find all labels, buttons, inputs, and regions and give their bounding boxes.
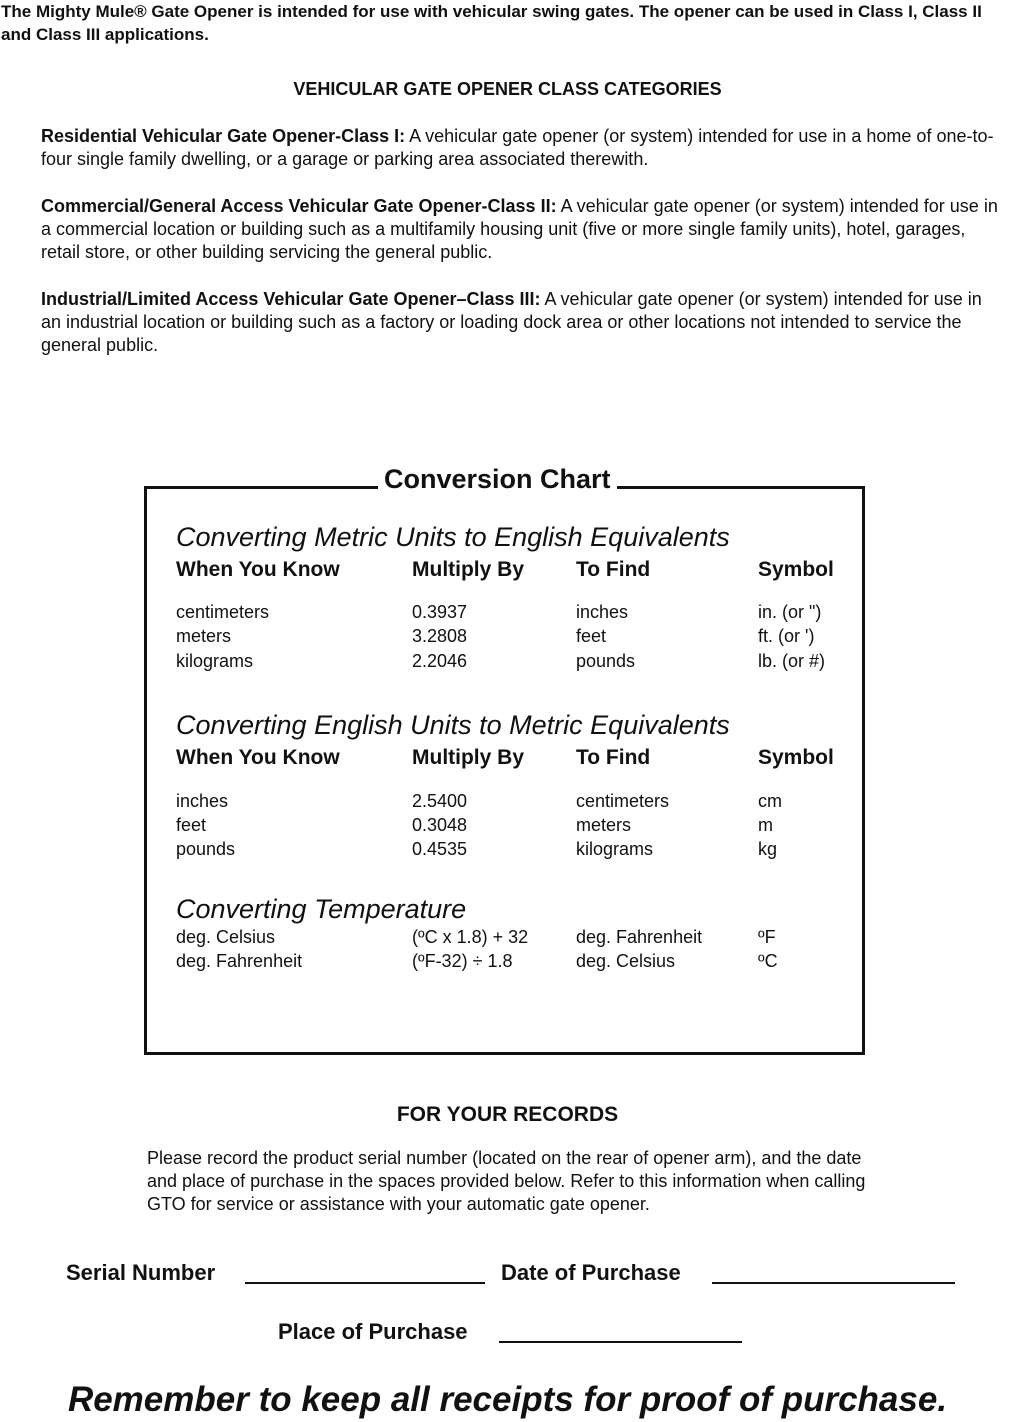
records-instructions: Please record the product serial number (located on the rear of opener arm), and the date and place of purchase in the spaces provided below. Refer to this information when calling GTO for service or assistance with your automatic gate opener. [147, 1148, 866, 1214]
header-symbol: Symbol [758, 558, 834, 581]
english-to-metric-heading: Converting English Units to Metric Equivalents [176, 710, 730, 740]
class-3-definition: A vehicular gate opener (or system) intended for use in an industrial location or building such as a factory or loading dock area or other locations not intended to service the general public. [41, 289, 982, 355]
table-cell: kg [758, 839, 778, 859]
class-2-definition: A vehicular gate opener (or system) intended for use in a commercial location or building such as a multifamily housing unit (five or more single family units), hotel, garages, retail store, or other building servicing the general public. [41, 196, 998, 262]
table-cell: ft. (or ') [758, 626, 815, 646]
table-cell: (ºF-32) ÷ 1.8 [412, 951, 513, 971]
table-cell: lb. (or #) [758, 651, 826, 671]
class-3-term: Industrial/Limited Access Vehicular Gate Opener–Class III: [41, 289, 541, 309]
table-cell: ºF [758, 927, 776, 947]
table-cell: deg. Celsius [176, 927, 276, 947]
header-to-find: To Find [576, 558, 651, 581]
table-cell: kilograms [576, 839, 654, 859]
table-cell: centimeters [176, 602, 270, 622]
header-multiply-by: Multiply By [412, 746, 525, 769]
table-cell: inches [576, 602, 629, 622]
table-cell: 0.4535 [412, 839, 468, 859]
table-cell: feet [176, 815, 207, 835]
class-1-paragraph [41, 125, 1001, 171]
table-cell: 0.3937 [412, 602, 468, 622]
records-title: FOR YOUR RECORDS [396, 1103, 619, 1126]
table-cell: deg. Celsius [576, 951, 676, 971]
table-cell: pounds [176, 839, 236, 859]
table-cell: kilograms [176, 651, 254, 671]
table-cell: cm [758, 791, 782, 811]
header-symbol: Symbol [758, 746, 834, 769]
table-cell: inches [176, 791, 229, 811]
metric-to-english-heading: Converting Metric Units to English Equivalents [176, 522, 730, 552]
table-cell: centimeters [576, 791, 670, 811]
table-cell: deg. Fahrenheit [176, 951, 303, 971]
table-cell: 0.3048 [412, 815, 468, 835]
serial-number-label: Serial Number [66, 1260, 216, 1285]
table-cell: deg. Fahrenheit [576, 927, 703, 947]
class-1-definition: A vehicular gate opener (or system) intended for use in a home of one-to-four single family dwelling, or a garage or parking area associated therewith. [41, 126, 994, 169]
table-cell: (ºC x 1.8) + 32 [412, 927, 529, 947]
class-2-paragraph [41, 195, 1001, 264]
table-cell: 3.2808 [412, 626, 468, 646]
place-of-purchase-field[interactable] [499, 1341, 742, 1343]
table-cell: meters [176, 626, 232, 646]
serial-number-field[interactable] [245, 1282, 485, 1284]
header-when-you-know: When You Know [176, 746, 340, 769]
table-cell: 2.5400 [412, 791, 468, 811]
place-of-purchase-label: Place of Purchase [278, 1319, 468, 1344]
table-cell: ºC [758, 951, 778, 971]
date-of-purchase-field[interactable] [712, 1282, 955, 1284]
table-cell: 2.2046 [412, 651, 468, 671]
table-cell: m [758, 815, 773, 835]
table-cell: feet [576, 626, 607, 646]
table-cell: pounds [576, 651, 636, 671]
intro-text: The Mighty Mule® Gate Opener is intended for use with vehicular swing gates. The opener can be used in Class I, Class II and Class III applications. [1, 2, 982, 44]
receipt-reminder: Remember to keep all receipts for proof of purchase. [67, 1380, 948, 1419]
class-categories-title: VEHICULAR GATE OPENER CLASS CATEGORIES [293, 79, 722, 99]
temperature-heading: Converting Temperature [176, 894, 467, 924]
header-to-find: To Find [576, 746, 651, 769]
table-cell: in. (or ") [758, 602, 822, 622]
class-1-term: Residential Vehicular Gate Opener-Class I: [41, 126, 406, 146]
table-cell: meters [576, 815, 632, 835]
date-of-purchase-label: Date of Purchase [501, 1260, 681, 1285]
header-multiply-by: Multiply By [412, 558, 525, 581]
class-3-paragraph [41, 288, 1001, 357]
conversion-chart-title: Conversion Chart [378, 464, 617, 495]
class-2-term: Commercial/General Access Vehicular Gate Opener-Class II: [41, 196, 557, 216]
header-when-you-know: When You Know [176, 558, 340, 581]
